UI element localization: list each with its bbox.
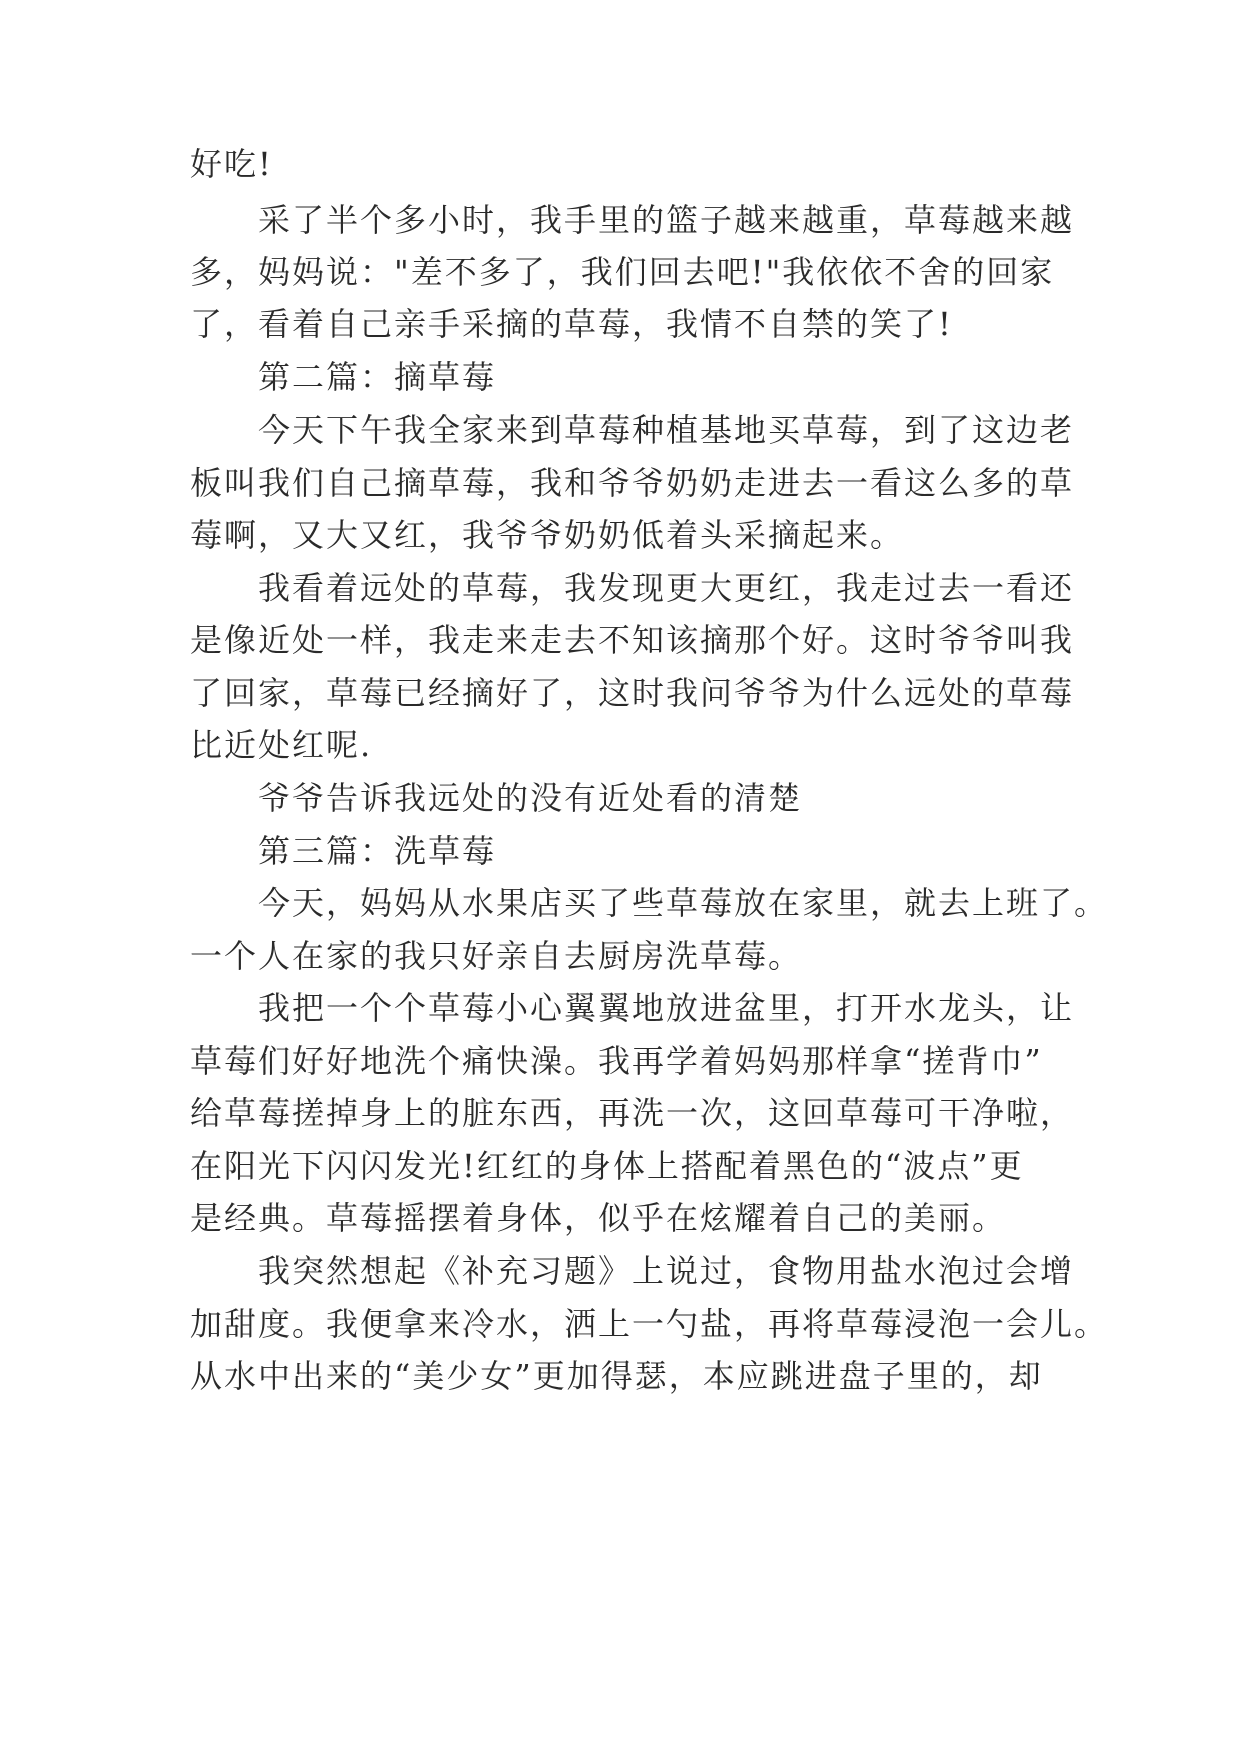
text-line: 一个人在家的我只好亲自去厨房洗草莓。 bbox=[190, 937, 803, 975]
text-line: 是经典。草莓摇摆着身体，似乎在炫耀着自己的美丽。 bbox=[190, 1199, 1007, 1237]
text-line: 是像近处一样，我走来走去不知该摘那个好。这时爷爷叫我 bbox=[190, 621, 1075, 659]
text-line: 我看着远处的草莓，我发现更大更红，我走过去一看还 bbox=[258, 569, 1075, 607]
section-heading: 第二篇：摘草莓 bbox=[258, 358, 497, 396]
text-line: 草莓们好好地洗个痛快澡。我再学着妈妈那样拿“搓背巾” bbox=[190, 1042, 1043, 1080]
text-line: 多，妈妈说："差不多了，我们回去吧!"我依依不舍的回家 bbox=[190, 253, 1055, 291]
text-line: 我突然想起《补充习题》上说过，食物用盐水泡过会增 bbox=[258, 1252, 1075, 1290]
text-line: 了，看着自己亲手采摘的草莓，我情不自禁的笑了! bbox=[190, 305, 953, 343]
text-line: 我把一个个草莓小心翼翼地放进盆里，打开水龙头，让 bbox=[258, 989, 1075, 1027]
text-line: 在阳光下闪闪发光!红红的身体上搭配着黑色的“波点”更 bbox=[190, 1147, 1024, 1185]
text-line: 加甜度。我便拿来冷水，洒上一勺盐，再将草莓浸泡一会儿。 bbox=[190, 1305, 1109, 1343]
text-line: 莓啊，又大又红，我爷爷奶奶低着头采摘起来。 bbox=[190, 516, 905, 554]
text-line: 给草莓搓掉身上的脏东西，再洗一次，这回草莓可干净啦， bbox=[190, 1094, 1075, 1132]
text-line: 今天下午我全家来到草莓种植基地买草莓，到了这边老 bbox=[258, 411, 1075, 449]
text-line: 采了半个多小时，我手里的篮子越来越重，草莓越来越 bbox=[258, 201, 1075, 239]
section-heading: 第三篇：洗草莓 bbox=[258, 832, 497, 870]
text-line: 了回家，草莓已经摘好了，这时我问爷爷为什么远处的草莓 bbox=[190, 674, 1075, 712]
text-line: 比近处红呢. bbox=[190, 726, 373, 764]
text-line: 好吃! bbox=[190, 145, 273, 183]
text-line: 爷爷告诉我远处的没有近处看的清楚 bbox=[258, 779, 803, 817]
text-line: 从水中出来的“美少女”更加得瑟，本应跳进盘子里的，却 bbox=[190, 1357, 1043, 1395]
text-line: 板叫我们自己摘草莓，我和爷爷奶奶走进去一看这么多的草 bbox=[190, 464, 1075, 502]
text-line: 今天，妈妈从水果店买了些草莓放在家里，就去上班了。 bbox=[258, 884, 1109, 922]
